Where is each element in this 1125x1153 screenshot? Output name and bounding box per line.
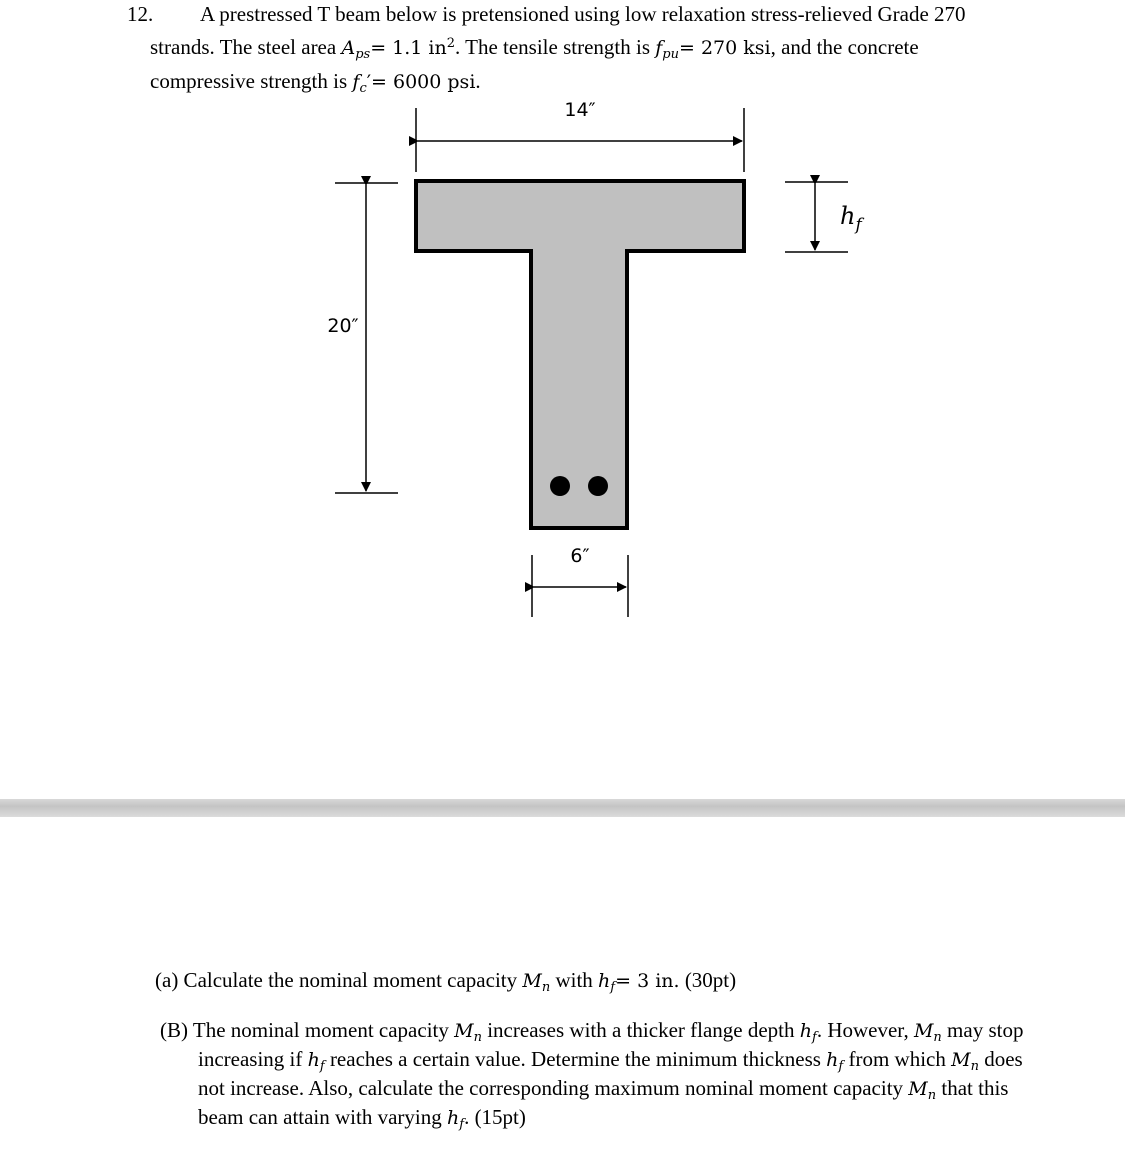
- part-b-line-4: beam can attain with varying $h_f$. (15pt): [198, 1105, 526, 1132]
- page-divider: [0, 799, 1125, 817]
- strand-right: [588, 476, 608, 496]
- flange-depth-dimension: [785, 182, 848, 252]
- web-width-label: 6″: [570, 545, 590, 567]
- part-b-line-3: not increase. Also, calculate the corresponding maximum nominal moment capacity $M_n$ that this: [198, 1076, 1009, 1103]
- top-width-label: 14″: [564, 99, 596, 121]
- part-a: (a) Calculate the nominal moment capacity $M_n$ with $h_f= 3$ in. (30pt): [155, 968, 737, 995]
- problem-line-2: strands. The steel area $A_{ps}= 1.1$ $in^2$. The tensile strength is $f_{pu}= 270$ ksi, and the concrete: [150, 35, 919, 62]
- problem-line-3: compressive strength is $f_c'= 6000$ psi.: [150, 69, 481, 96]
- height-label: 20″: [327, 315, 359, 337]
- problem-line-1: A prestressed T beam below is pretensioned using low relaxation stress-relieved Grade 270: [200, 2, 966, 26]
- problem-number: 12.: [127, 2, 154, 26]
- part-b-line-2: increasing if $h_f$ reaches a certain value. Determine the minimum thickness $h_f$ from which $M_n$ does: [198, 1047, 1023, 1074]
- t-beam-section: [416, 181, 744, 528]
- part-b-line-1: (B) The nominal moment capacity $M_n$ increases with a thicker flange depth $h_f$. However, $M_n$ may stop: [160, 1018, 1024, 1045]
- height-dimension: [335, 183, 398, 493]
- flange-depth-label: $h_f$: [840, 202, 862, 235]
- strand-left: [550, 476, 570, 496]
